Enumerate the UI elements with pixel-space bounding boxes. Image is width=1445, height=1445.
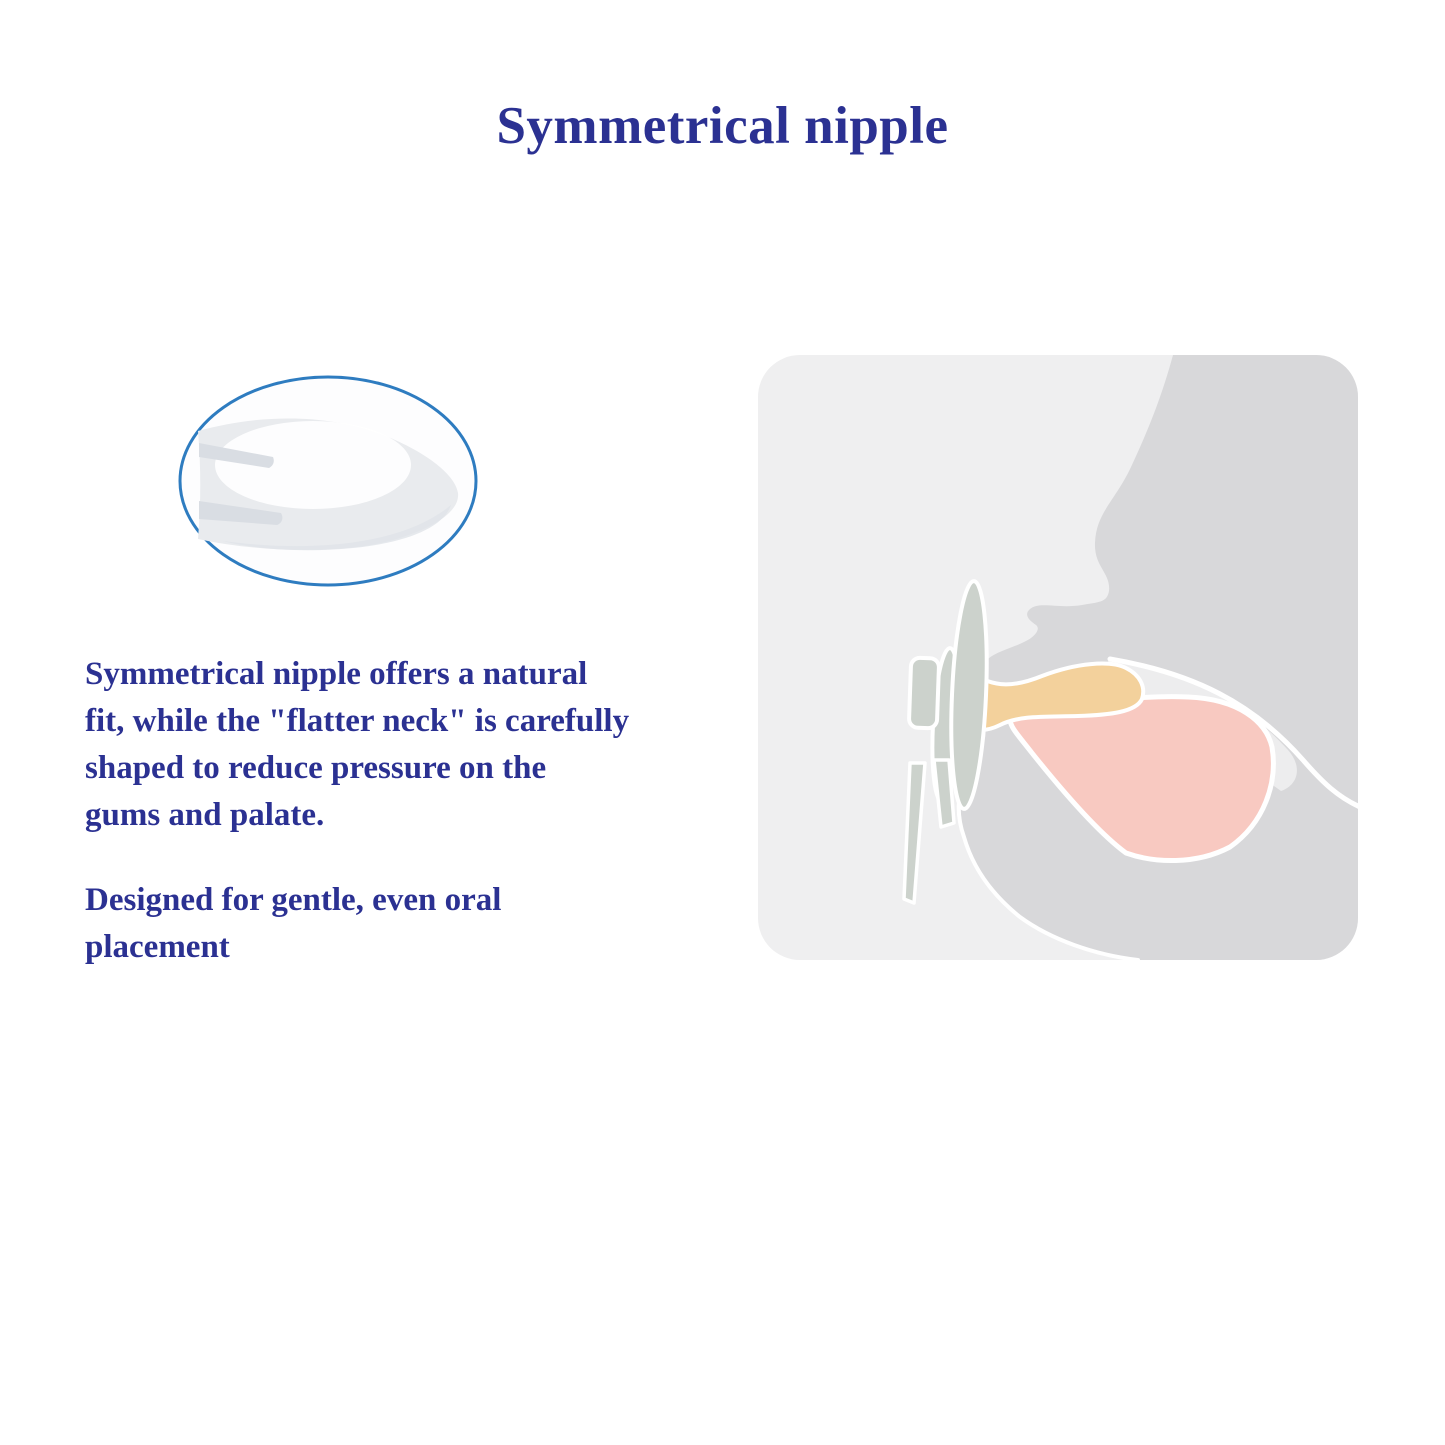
nipple-photo-figure	[163, 373, 493, 603]
body-text-line: placement	[85, 929, 230, 965]
page-title: Symmetrical nipple	[496, 97, 949, 155]
body-paragraph-fit	[85, 651, 745, 839]
nipple-tip-highlight	[215, 421, 411, 509]
body-text-line: shaped to reduce pressure on the	[85, 750, 547, 786]
body-paragraph-placement	[85, 877, 745, 971]
body-text-line: fit, while the "flatter neck" is carefully	[85, 703, 630, 739]
pacifier-knob	[909, 658, 939, 729]
body-text-line: gums and palate.	[85, 797, 325, 833]
nipple-photo-icon	[163, 373, 493, 603]
mouth-diagram-card	[758, 355, 1358, 960]
body-text-line: Designed for gentle, even oral	[85, 882, 502, 918]
face-profile-shape	[959, 355, 1358, 960]
mouth-cross-section-icon	[758, 355, 1358, 960]
body-text-line: Symmetrical nipple offers a natural	[85, 656, 588, 692]
pacifier-ring-prong	[904, 763, 925, 903]
